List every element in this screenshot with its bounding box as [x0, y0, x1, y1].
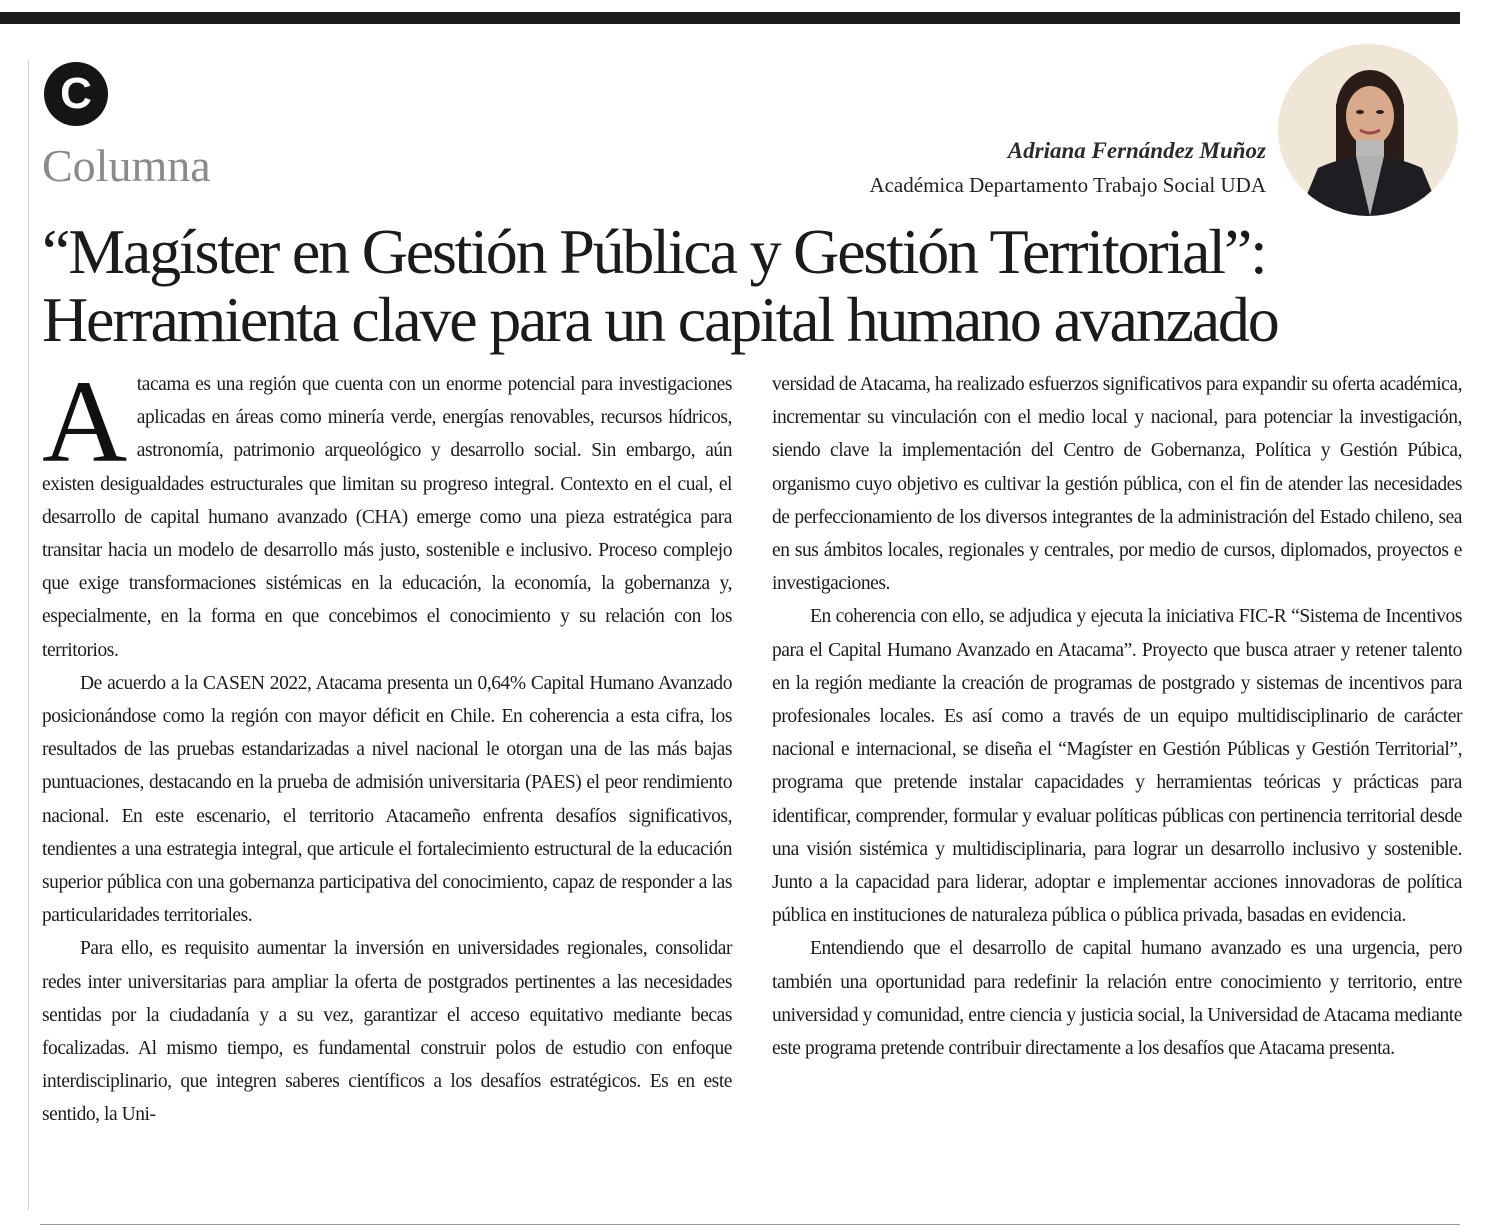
- bottom-rule: [40, 1224, 1460, 1225]
- paragraph-4: En coherencia con ello, se adjudica y ejecuta la iniciativa FIC-R “Sistema de Incentivos para el Capital Humano Avanzado en Atacama”. Proyecto que busca atraer y retener talento en la región mediante la creación de programas de postgrado y sistemas de incentivos para profesionales locales. Es así como a través de un equipo multidisciplinario de carácter nacional e internacional, se diseña el “Magíster en Gestión Públicas y Gestión Territorial”, programa que pretende instalar capacidades y herramientas teóricas y prácticas para identificar, comprender, formular y evaluar políticas públicas con pertinencia territorial desde una visión sistémica y multidisciplinaria, para lograr un desarrollo inclusivo y sostenible. Junto a la capacidad para liderar, adoptar e implementar acciones innovadoras de política pública en instituciones de naturaleza pública o pública privada, basadas en evidencia.: [772, 606, 1462, 927]
- headline: [42, 218, 1462, 354]
- author-portrait-icon: [1278, 44, 1458, 216]
- author-role: Académica Departamento Trabajo Social UDA: [869, 173, 1266, 197]
- article-column-right: [772, 368, 1462, 1065]
- column-badge: C: [44, 62, 108, 126]
- paragraph-1-text: tacama es una región que cuenta con un enorme potencial para investigaciones aplicadas en áreas como minería verde, energías renovables, recursos hídricos, astronomía, patrimonio arqueológico y desarrollo social. Sin embargo, aún existen desigualdades estructurales que limitan su progreso integral. Contexto en el cual, el desarrollo de capital humano avanzado (CHA) emerge como una pieza estratégica para transitar hacia un modelo de desarrollo más justo, sostenible e inclusivo. Proceso complejo que exige transformaciones sistémicas en la educación, la economía, la gobernanza y, especialmente, en la forma en que concebimos el conocimiento y su relación con los territorios.: [42, 374, 732, 661]
- author-block: [869, 136, 1266, 200]
- headline-line-2: Herramienta clave para un capital humano avanzado: [42, 284, 1278, 355]
- headline-line-1: “Magíster en Gestión Pública y Gestión Territorial”:: [42, 216, 1266, 287]
- article-column-left: [42, 356, 732, 1132]
- paragraph-3-continued: versidad de Atacama, ha realizado esfuerzos significativos para expandir su oferta académica, incrementar su vinculación con el medio local y nacional, para potenciar la investigación, siendo clave la implementación del Centro de Gobernanza, Política y Gestión Púbica, organismo cuyo objetivo es cultivar la gestión pública, con el fin de atender las necesidades de perfeccionamiento de los diversos integrantes de la administración del Estado chileno, sea en sus ámbitos locales, regionales y centrales, por medio de cursos, diplomados, proyectos e investigaciones.: [772, 374, 1462, 595]
- author-photo: [1278, 44, 1458, 216]
- left-margin-rule: [28, 60, 29, 1210]
- paragraph-3: Para ello, es requisito aumentar la inversión en universidades regionales, consolidar redes inter universitarias para ampliar la oferta de postgrados pertinentes a las necesidades sentidas por la ciudadanía y a su vez, garantizar el acceso equitativo mediante becas focalizadas. Al mismo tiempo, es fundamental construir polos de estudio con enfoque interdisciplinario, que integren saberes científicos a los desafíos estratégicos. Es en este sentido, la Uni-: [42, 938, 732, 1126]
- author-name: Adriana Fernández Muñoz: [1007, 138, 1266, 163]
- drop-cap: A: [42, 356, 127, 487]
- section-label: Columna: [42, 140, 211, 191]
- top-rule: [0, 12, 1460, 24]
- paragraph-2: De acuerdo a la CASEN 2022, Atacama presenta un 0,64% Capital Humano Avanzado posicionándose como la región con mayor déficit en Chile. En coherencia a esta cifra, los resultados de las pruebas estandarizadas a nivel nacional le otorgan una de las más bajas puntuaciones, destacando en la prueba de admisión universitaria (PAES) el peor rendimiento nacional. En este escenario, el territorio Atacameño enfrenta desafíos significativos, tendientes a una estrategia integral, que articule el fortalecimiento estructural de la educación superior pública con una gobernanza participativa del conocimiento, capaz de responder a las particularidades territoriales.: [42, 672, 732, 927]
- paragraph-1: [42, 356, 732, 667]
- paragraph-5: Entendiendo que el desarrollo de capital humano avanzado es una urgencia, pero también una oportunidad para redefinir la relación entre conocimiento y territorio, entre universidad y comunidad, entre ciencia y justicia social, la Universidad de Atacama mediante este programa pretende contribuir directamente a los desafíos que Atacama presenta.: [772, 938, 1462, 1060]
